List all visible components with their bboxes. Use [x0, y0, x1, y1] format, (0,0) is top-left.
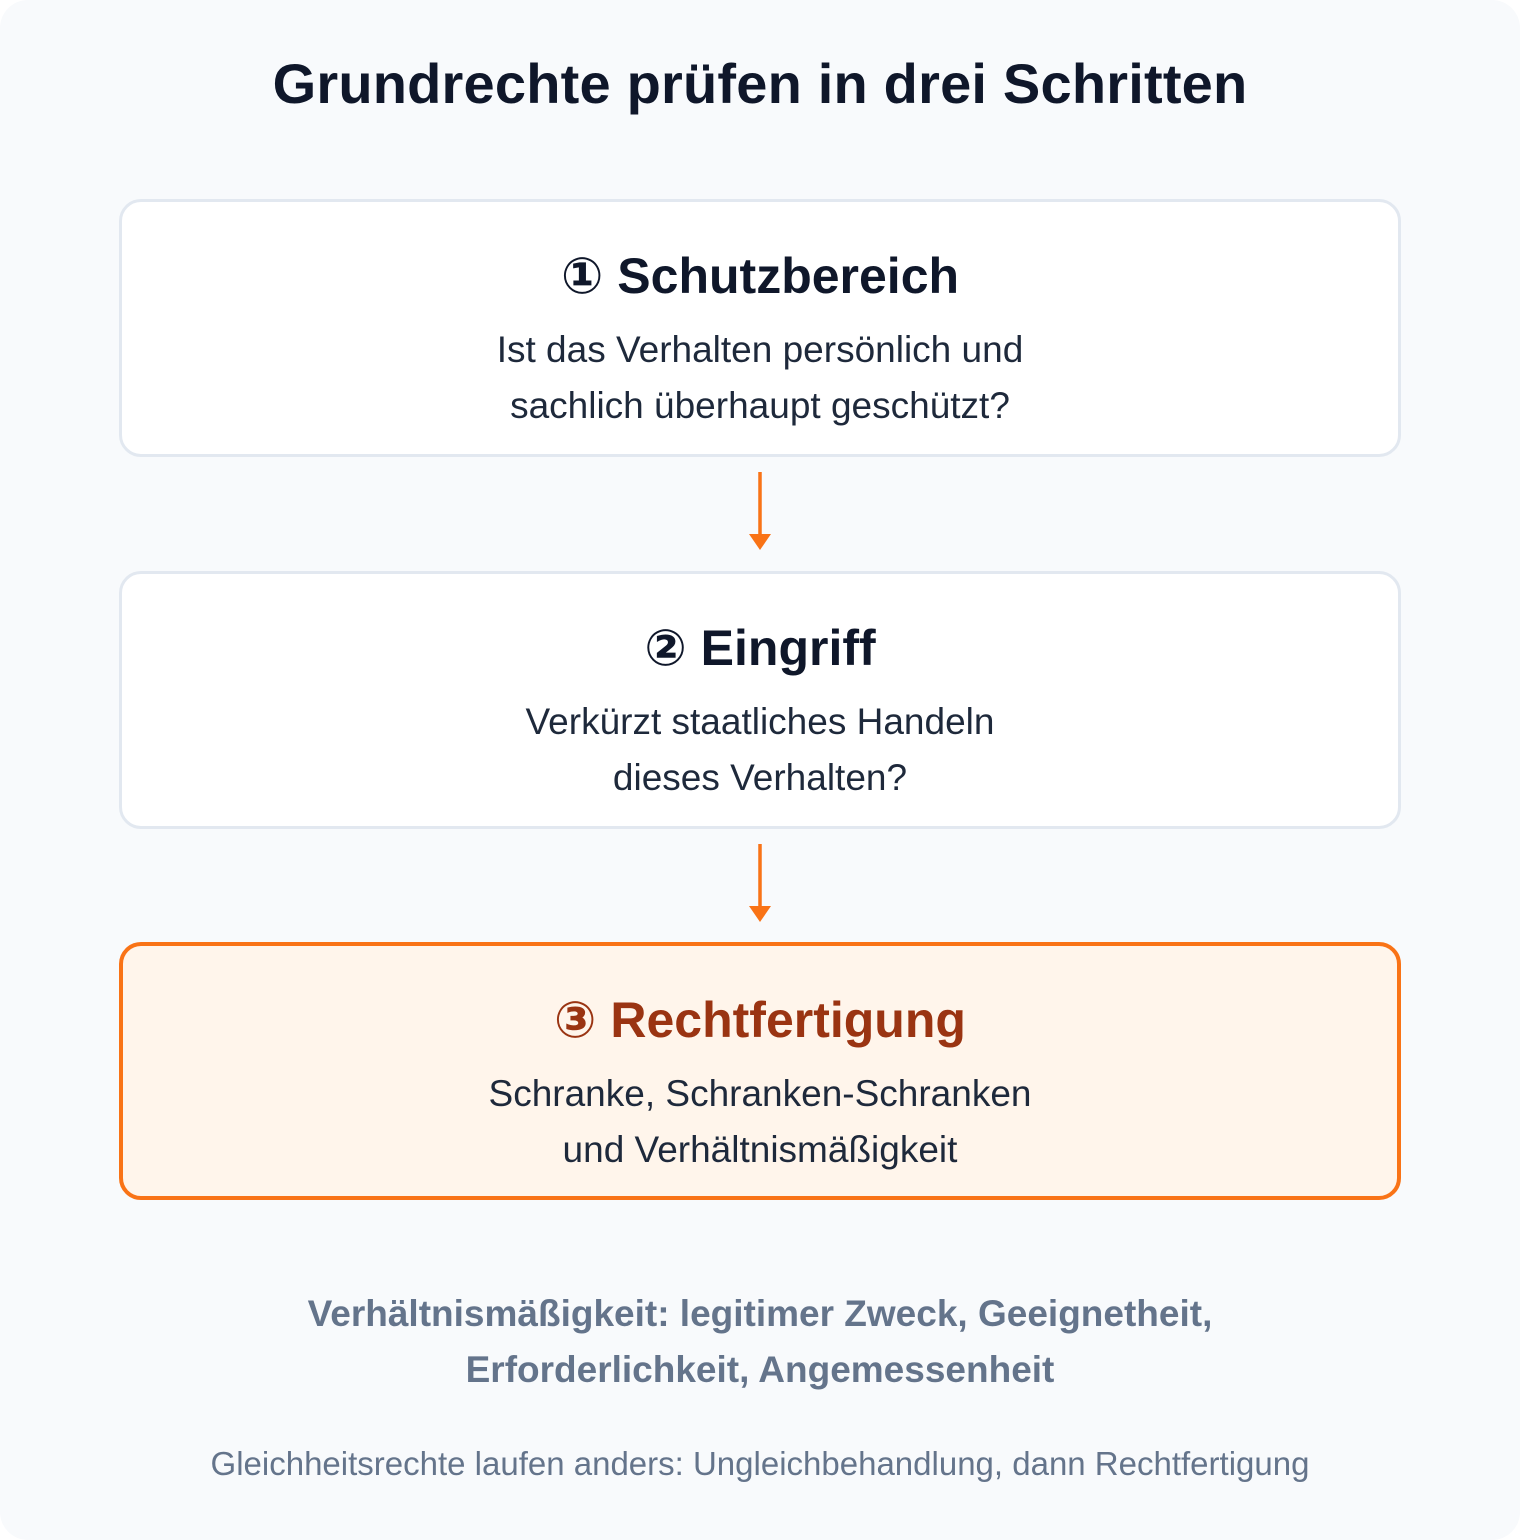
step-description — [122, 322, 1398, 434]
step-heading — [123, 984, 1397, 1056]
step-description — [123, 1066, 1397, 1178]
step-card-rechtfertigung — [119, 942, 1401, 1200]
step-number-badge: ② — [644, 620, 687, 676]
step-card-eingriff — [119, 571, 1401, 829]
step-title: Eingriff — [700, 620, 876, 676]
step-card-schutzbereich — [119, 199, 1401, 457]
step-title: Rechtfertigung — [610, 992, 966, 1048]
step-title: Schutzbereich — [617, 248, 960, 304]
equality-rights-footnote: Gleichheitsrechte laufen anders: Ungleichbehandlung, dann Rechtfertigung — [210, 1445, 1310, 1482]
diagram-title: Grundrechte prüfen in drei Schritten — [272, 52, 1248, 115]
step-number-badge: ③ — [554, 992, 597, 1048]
step-description-line: sachlich überhaupt geschützt? — [510, 385, 1010, 426]
proportionality-note — [0, 1286, 1520, 1398]
step-description-line: und Verhältnismäßigkeit — [562, 1129, 958, 1170]
step-description-line: Ist das Verhalten persönlich und — [496, 329, 1024, 370]
down-arrow-icon — [744, 842, 776, 926]
step-heading — [122, 240, 1398, 312]
note-line: Verhältnismäßigkeit: legitimer Zweck, Geeignetheit, — [307, 1293, 1213, 1334]
step-number-badge: ① — [560, 248, 604, 304]
step-description-line: Verkürzt staatliches Handeln — [525, 701, 995, 742]
step-description-line: dieses Verhalten? — [612, 757, 908, 798]
note-line: Erforderlichkeit, Angemessenheit — [465, 1349, 1055, 1390]
step-heading — [122, 612, 1398, 684]
down-arrow-icon — [744, 470, 776, 554]
step-description-line: Schranke, Schranken-Schranken — [488, 1073, 1032, 1114]
step-description — [122, 694, 1398, 806]
